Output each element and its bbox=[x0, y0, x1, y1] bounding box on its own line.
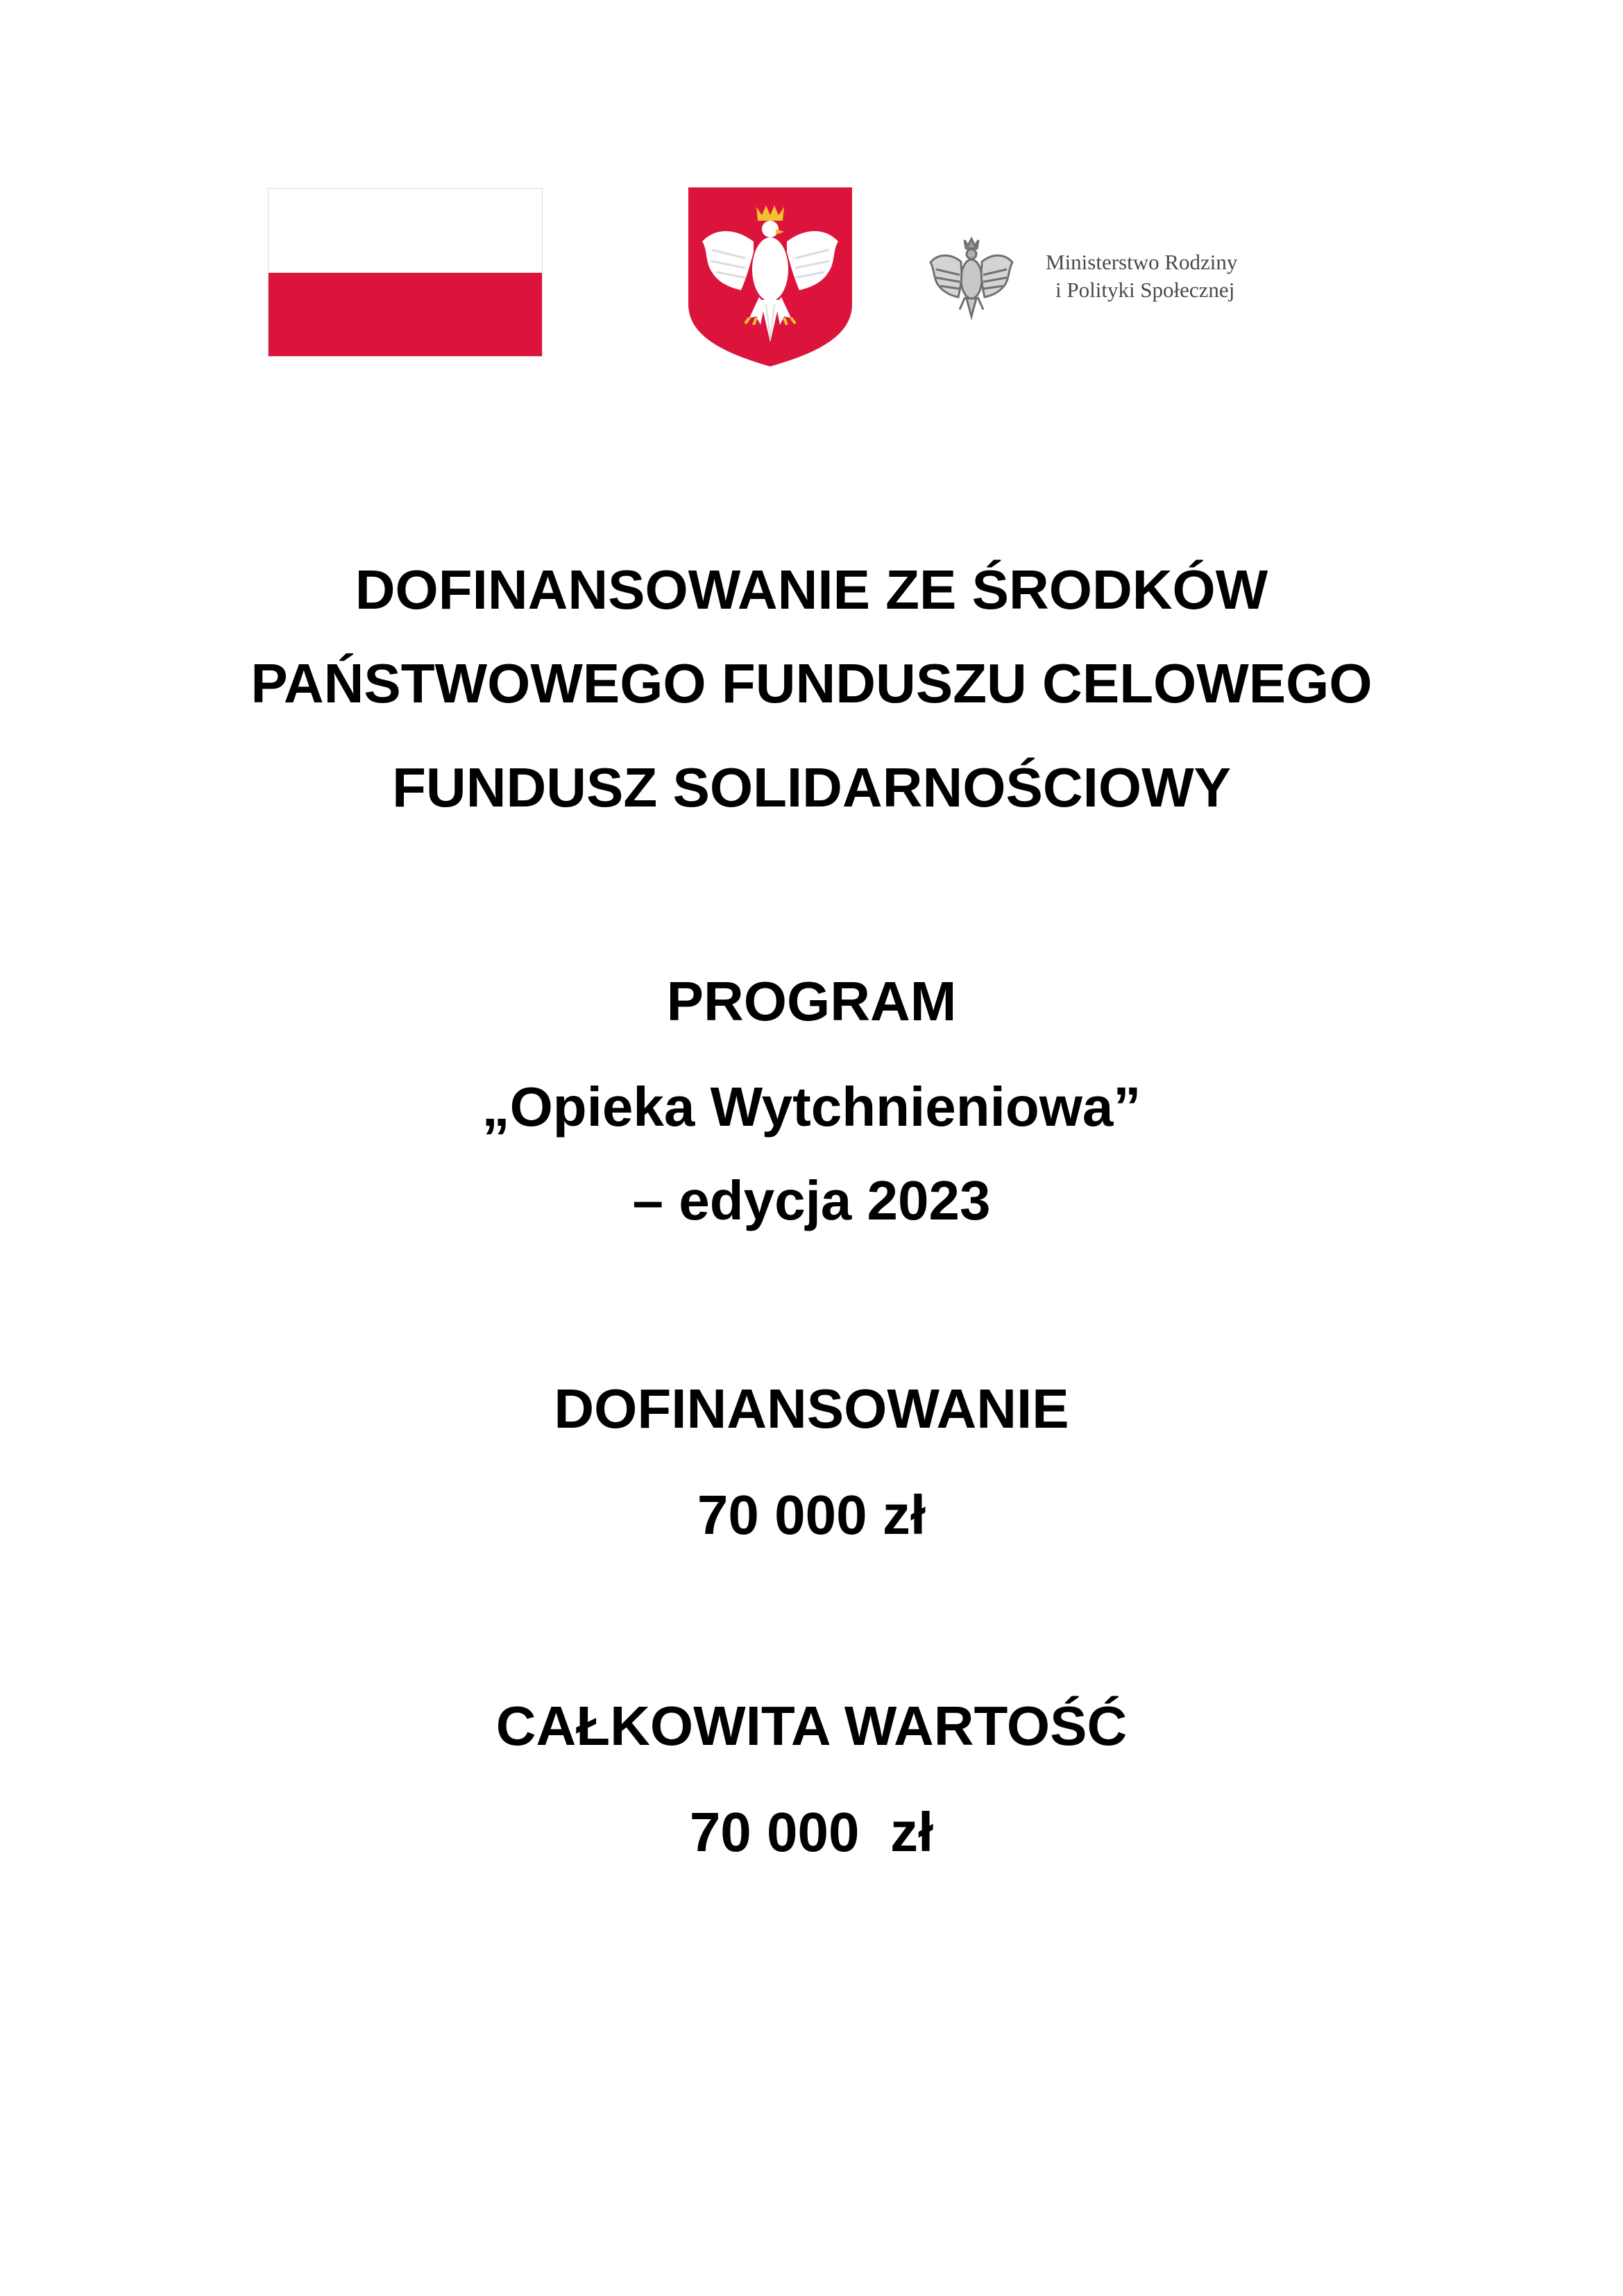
funding-amount: 70 000 zł bbox=[697, 1484, 926, 1546]
ministry-eagle-icon bbox=[926, 230, 1017, 321]
ministry-name-line2: i Polityki Społecznej bbox=[1055, 278, 1235, 302]
ministry-name bbox=[1046, 248, 1237, 304]
total-value-amount: 70 000 zł bbox=[689, 1801, 934, 1863]
polish-flag-icon bbox=[268, 188, 543, 357]
total-value-label: CAŁKOWITA WARTOŚĆ bbox=[495, 1695, 1128, 1757]
ministry-name-line1: Ministerstwo Rodziny bbox=[1046, 250, 1238, 274]
title-line-3: FUNDUSZ SOLIDARNOŚCIOWY bbox=[392, 757, 1231, 818]
flag-white-stripe bbox=[269, 189, 542, 273]
coat-of-arms-icon bbox=[687, 186, 853, 368]
ministry-logo bbox=[926, 230, 1259, 321]
title-line-1: DOFINANSOWANIE ZE ŚRODKÓW bbox=[355, 559, 1268, 621]
program-name: „Opieka Wytchnieniowa” bbox=[482, 1076, 1141, 1138]
flag-red-stripe bbox=[269, 273, 542, 357]
header bbox=[0, 0, 1623, 389]
program-label: PROGRAM bbox=[666, 970, 957, 1032]
program-edition: – edycja 2023 bbox=[632, 1170, 991, 1231]
title-line-2: PAŃSTWOWEGO FUNDUSZU CELOWEGO bbox=[250, 652, 1373, 714]
funding-label: DOFINANSOWANIE bbox=[554, 1378, 1069, 1440]
